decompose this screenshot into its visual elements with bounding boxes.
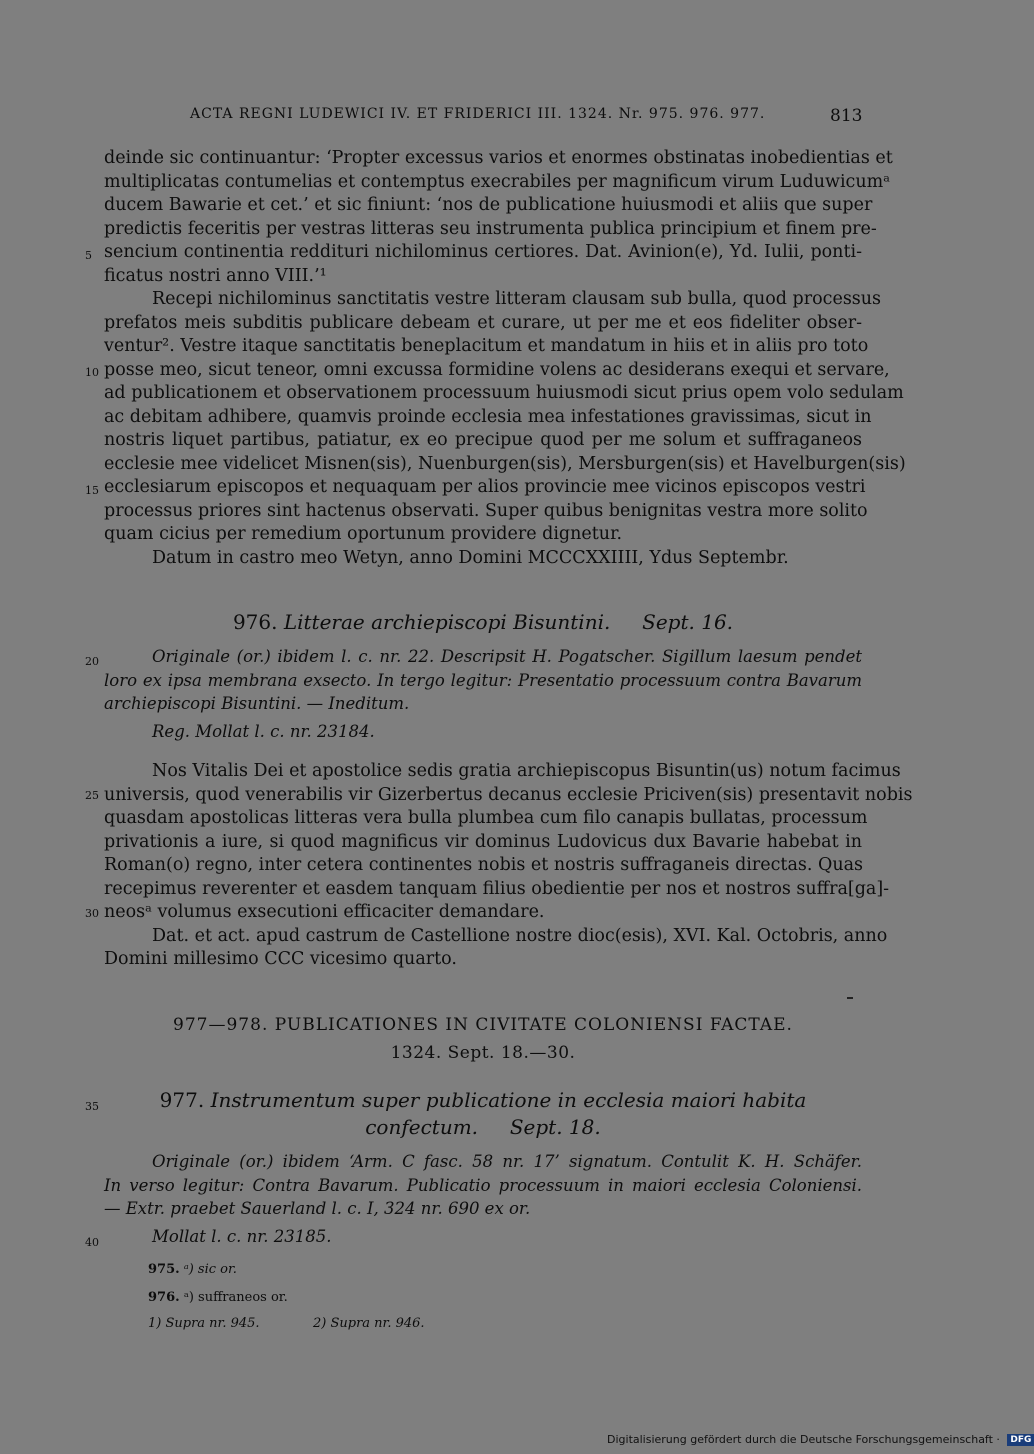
section-title: 977—978. PUBLICATIONES IN CIVITATE COLONIENSI FACTAE. [173, 1015, 793, 1035]
text-line: neosᵃ volumus exsecutioni efficaciter demandare. [104, 902, 545, 922]
credit-text: Digitalisierung gefördert durch die Deutsche Forschungsgemeinschaft · [607, 1433, 1000, 1446]
doc977-heading [104, 1088, 862, 1112]
text-line: ecclesiarum episcopos et nequaquam per alios provincie mee vicinos episcopos vestri [104, 477, 866, 497]
text-line: ad publicationem et observationem processuum huiusmodi sicut prius opem volo sedulam [104, 383, 904, 403]
stray-mark [847, 997, 853, 999]
text-line: predictis feceritis per vestras litteras seu instrumenta publica principium et finem pre- [104, 218, 877, 239]
doc-number: 976. [232, 610, 278, 634]
line-number: 20 [85, 655, 99, 668]
text-line: privationis a iure, si quod magnificus vir dominus Ludovicus dux Bavarie habebat in [104, 831, 862, 852]
apparatus-line: — Extr. praebet Sauerland l. c. I, 324 nr. 690 ex or. [104, 1199, 531, 1218]
line-number: 35 [85, 1100, 99, 1113]
text-line: Recepi nichilominus sanctitatis vestre litteram clausam sub bulla, quod processus [152, 289, 882, 309]
doc-title: Litterae archiepiscopi Bisuntini. [283, 610, 611, 634]
text-line: posse meo, sicut teneor, omni excussa formidine volens ac desiderans exequi et servare, [104, 359, 890, 380]
text-line: Nos Vitalis Dei et apostolice sedis gratia archiepiscopus Bisuntin(us) notum facimus [152, 761, 901, 781]
note-label: 976. [148, 1290, 180, 1305]
line-number: 25 [85, 789, 99, 802]
text-line: ventur². Vestre itaque sanctitatis beneplacitum et mandatum in hiis et in aliis pro toto [104, 336, 869, 356]
doc977-heading-cont [104, 1115, 862, 1139]
line-number: 15 [85, 484, 99, 497]
apparatus-line: In verso legitur: Contra Bavarum. Publicatio processuum in maiori ecclesia Coloniensi. [104, 1175, 862, 1195]
regest-line: Reg. Mollat l. c. nr. 23184. [152, 721, 375, 741]
section-date: 1324. Sept. 18.—30. [390, 1043, 576, 1063]
apparatus-line: Originale (or.) ibidem ‘Arm. C fasc. 58 nr. 17’ signatum. Contulit K. H. Schäfer. [152, 1152, 862, 1171]
text-line: sencium continentia reddituri nichilominus certiores. Dat. Avinion(e), Yd. Iulii, ponti- [104, 242, 862, 262]
doc-title-cont: confectum. [365, 1115, 479, 1139]
text-line: deinde sic continuantur: ‘Propter excessus varios et enormes obstinatas inobedientias et [104, 148, 893, 168]
dating-line: Domini millesimo CCC vicesimo quarto. [104, 949, 457, 969]
text-line: quasdam apostolicas litteras vera bulla plumbea cum filo canapis bullatas, processum [104, 808, 868, 828]
doc976-text [104, 760, 913, 972]
doc-title: Instrumentum super publicatione in ecclesia maiori habita [210, 1088, 807, 1112]
text-line: processus priores sint hactenus observati. Super quibus benignitas vestra more solito [104, 500, 868, 521]
note-976 [148, 1290, 288, 1305]
note-975 [148, 1262, 237, 1277]
note-text: ᵃ) sic or. [183, 1262, 237, 1277]
doc-date: Sept. 16. [642, 610, 734, 634]
text-line: nostris liquet partibus, patiatur, ex eo precipue quod per me solum et suffraganeos [104, 430, 862, 450]
apparatus-line: archiepiscopi Bisuntini. — Ineditum. [104, 694, 410, 713]
text-line: multiplicatas contumelias et contemptus execrabiles per magnificum virum Luduwicumᵃ [104, 171, 890, 192]
regest-line: Mollat l. c. nr. 23185. [152, 1226, 332, 1246]
doc-date: Sept. 18. [509, 1115, 601, 1139]
apparatus-line: Originale (or.) ibidem l. c. nr. 22. Descripsit H. Pogatscher. Sigillum laesum pendet [152, 647, 862, 666]
doc-number: 977. [159, 1088, 205, 1112]
dfg-logo-icon: DFG [1007, 1434, 1034, 1446]
dating-line: Dat. et act. apud castrum de Castellione nostre dioc(esis), XVI. Kal. Octobris, anno [152, 925, 888, 946]
line-number: 40 [85, 1236, 99, 1249]
note-label: 975. [148, 1262, 180, 1277]
page-header [0, 104, 1000, 134]
footnote-1: 1) Supra nr. 945. [148, 1316, 260, 1331]
note-text: ᵃ) suffraneos or. [183, 1290, 288, 1305]
text-line: ecclesie mee videlicet Misnen(sis), Nuenburgen(sis), Mersburgen(sis) et Havelburgen(sis) [104, 453, 906, 474]
text-line: quam cicius per remedium oportunum providere dignetur. [104, 524, 623, 544]
page-number: 813 [830, 106, 863, 126]
digitization-credit [607, 1433, 1034, 1451]
doc977-apparatus [104, 1150, 862, 1248]
doc976-heading [104, 610, 862, 634]
apparatus-line: loro ex ipsa membrana exsecto. In tergo legitur: Presentatio processuum contra Bavarum [104, 670, 862, 690]
line-number: 5 [85, 249, 92, 262]
dating-line: Datum in castro meo Wetyn, anno Domini MCCCXXIIII, Ydus Septembr. [152, 547, 789, 568]
running-head: ACTA REGNI LUDEWICI IV. ET FRIDERICI III. 1324. Nr. 975. 976. 977. [190, 106, 766, 122]
text-line: universis, quod venerabilis vir Gizerbertus decanus ecclesie Priciven(sis) presentavit nobis [104, 784, 913, 805]
text-line: recepimus reverenter et easdem tanquam filius obedientie per nos et nostros suffra[ga]- [104, 878, 890, 899]
text-line: ducem Bawarie et cet.’ et sic finiunt: ‘nos de publicatione huiusmodi et aliis que super [104, 195, 873, 215]
doc975-text [104, 147, 906, 570]
footnote-2: 2) Supra nr. 946. [313, 1316, 425, 1331]
text-line: ac debitam adhibere, quamvis proinde ecclesia mea infestationes gravissimas, sicut in [104, 406, 872, 427]
text-line: prefatos meis subditis publicare debeam et curare, ut per me et eos fideliter obser- [104, 312, 862, 333]
text-line: Roman(o) regno, inter cetera continentes nobis et nostris suffraganeis directas. Quas [104, 855, 864, 875]
line-number: 30 [85, 907, 99, 920]
line-number: 10 [85, 366, 99, 379]
doc976-apparatus [104, 645, 862, 743]
text-line: ficatus nostri anno VIII.’¹ [104, 265, 327, 286]
